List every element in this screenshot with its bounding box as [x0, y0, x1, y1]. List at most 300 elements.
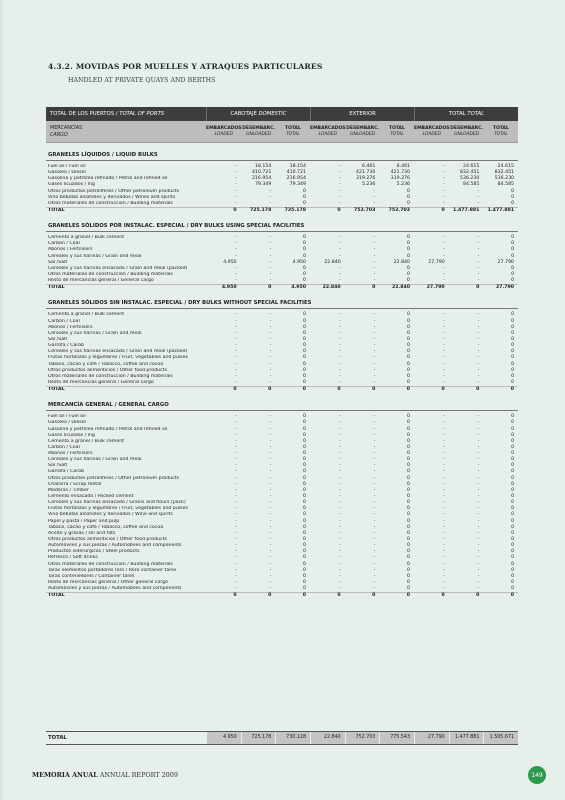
row-value: -	[338, 457, 341, 463]
row-value: -	[443, 549, 445, 555]
row-value: -	[373, 361, 376, 367]
row-value: -	[338, 506, 341, 512]
row-value: 0	[511, 330, 515, 336]
row-value: 0	[303, 506, 307, 512]
row-value: -	[443, 247, 445, 253]
table-row	[46, 201, 518, 207]
group-header-domestic	[206, 107, 310, 121]
row-value: 0	[303, 194, 307, 200]
row-label: Otros materiales de construcción / Building materials	[48, 561, 173, 567]
row-value: -	[234, 170, 237, 176]
row-value: -	[373, 494, 376, 500]
row-value: 24.615	[462, 164, 480, 169]
row-value: 0	[407, 343, 411, 349]
row-label: Taras contenedores / Container tares	[48, 573, 135, 579]
row-value: -	[269, 586, 272, 592]
row-value: -	[477, 444, 480, 450]
row-value: 4.950	[292, 259, 307, 265]
row-value: 0	[303, 426, 307, 432]
row-value: -	[234, 549, 237, 555]
row-value: -	[373, 580, 376, 586]
ports-label: TOTAL DE LOS PUERTOS /	[50, 111, 120, 117]
row-value: -	[269, 567, 272, 573]
row-value: -	[234, 188, 237, 194]
row-value: -	[269, 487, 272, 493]
column-header-en: UNLOADED	[350, 131, 376, 137]
row-value: -	[477, 318, 480, 324]
row-value: 832.451	[459, 170, 480, 176]
row-value: 0	[407, 481, 411, 487]
row-label: Carbón / Coal	[48, 318, 80, 324]
section-title: GRANELES SÓLIDOS POR INSTALAC. ESPECIAL / DRY BULKS USING SPECIAL FACILITIES	[46, 222, 518, 232]
row-value: 22.840	[324, 259, 341, 265]
row-value: 22.840	[393, 259, 411, 265]
row-value: 0	[407, 349, 411, 355]
row-value: 0	[407, 373, 411, 379]
row-value: 0	[511, 500, 515, 506]
row-value: 0	[511, 543, 515, 549]
row-value: 0	[407, 457, 411, 463]
row-value: -	[477, 188, 480, 194]
row-value: -	[443, 164, 445, 169]
row-value: 0	[303, 253, 307, 259]
column-header-en: TOTAL	[389, 131, 404, 137]
row-value: 0	[407, 379, 411, 385]
row-value: -	[373, 432, 376, 438]
row-value: -	[234, 361, 237, 367]
row-value: 0	[233, 387, 237, 393]
column-header	[414, 126, 450, 137]
row-value: -	[234, 312, 237, 318]
row-value: -	[338, 271, 341, 277]
row-value: 0	[303, 336, 307, 342]
row-value: -	[373, 457, 376, 463]
row-value: -	[269, 259, 272, 265]
row-value: -	[443, 537, 445, 543]
row-value: -	[338, 487, 341, 493]
row-value: -	[443, 543, 445, 549]
grand-total-value: 730.128	[275, 732, 310, 744]
row-value: -	[338, 164, 341, 169]
row-value: -	[443, 278, 445, 284]
row-value: 0	[511, 188, 515, 194]
row-value: -	[477, 469, 480, 475]
row-value: -	[477, 506, 480, 512]
column-header-en: UNLOADED	[246, 131, 272, 137]
row-value: -	[443, 336, 445, 342]
row-value: 0	[303, 463, 307, 469]
row-value: 0	[407, 475, 411, 481]
row-label: Otros materiales de construcción / Building materials	[48, 271, 173, 277]
page-subtitle: HANDLED AT PRIVATE QUAYS AND BERTHS	[68, 77, 216, 84]
row-value: -	[373, 506, 376, 512]
row-value: -	[373, 259, 376, 265]
row-value: -	[443, 475, 445, 481]
row-value: 0	[407, 194, 411, 200]
row-value: 0	[303, 235, 307, 241]
row-value: 0	[337, 387, 341, 393]
row-value: -	[477, 247, 480, 253]
row-value: 4.950	[223, 259, 237, 265]
row-value: -	[269, 194, 272, 200]
row-value: -	[443, 469, 445, 475]
row-value: -	[443, 561, 445, 567]
row-label: Cereales y sus harinas ensacado / Grains and flours (pack)	[48, 500, 186, 506]
row-value: -	[234, 475, 237, 481]
row-value: 0	[407, 330, 411, 336]
row-value: 0	[303, 188, 307, 194]
row-value: -	[443, 573, 445, 579]
row-value: -	[234, 494, 237, 500]
row-value: 0	[510, 593, 515, 599]
row-value: 6.461	[396, 164, 411, 169]
row-value: 0	[511, 367, 515, 373]
row-value: -	[477, 512, 480, 518]
row-value: 27.790	[497, 259, 515, 265]
row-value: 0	[406, 387, 411, 393]
row-value: 0	[407, 444, 411, 450]
row-value: -	[338, 324, 341, 330]
row-value: -	[269, 241, 272, 247]
row-value: -	[373, 475, 376, 481]
row-value: 0	[511, 194, 515, 200]
row-label: Resto de mercancías general / General cargo	[48, 278, 154, 284]
row-value: 0	[303, 367, 307, 373]
row-value: -	[373, 349, 376, 355]
row-value: 0	[407, 265, 411, 271]
row-value: 0	[407, 543, 411, 549]
row-label: Cemento a granel / Bulk cement	[48, 438, 125, 444]
row-value: 0	[303, 543, 307, 549]
row-value: -	[269, 524, 272, 530]
row-label: Otros productos petrolíferos / Other petroleum products	[48, 188, 180, 194]
row-value: 216.954	[286, 176, 307, 182]
row-value: -	[477, 330, 480, 336]
row-value: 0	[511, 555, 515, 561]
row-label: Abonos / Fertilisers	[48, 451, 93, 457]
row-value: -	[234, 463, 237, 469]
grand-total-value: 775.543	[379, 732, 414, 744]
row-value: -	[443, 253, 445, 259]
row-value: -	[234, 512, 237, 518]
row-value: -	[234, 457, 237, 463]
row-value: -	[443, 324, 445, 330]
row-value: -	[338, 182, 341, 188]
section-title: GRANELES SÓLIDOS SIN INSTALAC. ESPECIAL / DRY BULKS WITHOUT SPECIAL FACILITIES	[46, 299, 518, 309]
row-value: -	[338, 494, 341, 500]
ports-label-en: TOTAL OF PORTS	[119, 111, 165, 117]
row-value: -	[477, 194, 480, 200]
row-value: -	[269, 336, 272, 342]
row-label: Cemento a granel / Bulk cement	[48, 312, 125, 318]
row-value: -	[477, 451, 480, 457]
row-value: -	[443, 379, 445, 385]
row-value: -	[338, 235, 341, 241]
row-label: Cereales y sus harinas / Grain and meal	[48, 457, 142, 463]
row-value: -	[373, 444, 376, 450]
row-value: -	[234, 580, 237, 586]
row-label: Papel y pasta / Paper and pulp	[48, 518, 120, 524]
row-value: 0	[303, 265, 307, 271]
row-value: 27.790	[426, 285, 445, 291]
row-value: -	[338, 194, 341, 200]
row-value: 0	[303, 330, 307, 336]
row-value: -	[338, 200, 341, 206]
row-value: 0	[337, 593, 341, 599]
row-label: Gases licuados / lng	[48, 182, 95, 188]
row-label: Productos siderúrgicos / Steel products	[48, 549, 140, 555]
row-value: -	[234, 420, 237, 426]
row-value: -	[269, 494, 272, 500]
row-value: -	[338, 170, 341, 176]
page-footer	[32, 771, 178, 779]
row-value: 0	[407, 188, 411, 194]
row-value: -	[443, 555, 445, 561]
row-value: 752.703	[388, 207, 411, 213]
row-value: -	[269, 537, 272, 543]
row-value: 0	[303, 586, 307, 592]
row-value: -	[443, 530, 445, 536]
row-value: 0	[511, 444, 515, 450]
row-value: 0	[511, 518, 515, 524]
row-value: 0	[303, 475, 307, 481]
row-value: 0	[511, 426, 515, 432]
row-value: -	[269, 530, 272, 536]
grand-total-row	[46, 731, 518, 745]
row-value: -	[234, 247, 237, 253]
row-value: -	[269, 463, 272, 469]
column-header-en: UNLOADED	[454, 131, 480, 137]
row-value: 0	[441, 207, 445, 213]
row-value: -	[234, 379, 237, 385]
column-header-en: LOADED	[214, 131, 233, 137]
row-value: -	[373, 487, 376, 493]
column-header-es: EMBARCADOS	[206, 125, 242, 131]
row-label: Sal /Salt	[48, 336, 68, 342]
row-value: -	[373, 537, 376, 543]
row-value: 0	[511, 469, 515, 475]
row-value: -	[234, 567, 237, 573]
row-value: -	[269, 555, 272, 561]
row-label: Gasóleo / Diesel	[48, 420, 86, 426]
row-value: 0	[303, 481, 307, 487]
column-header	[450, 126, 484, 137]
row-value: -	[338, 426, 341, 432]
row-value: 0	[407, 200, 411, 206]
column-header-en: LOADED	[422, 131, 441, 137]
row-value: 0	[303, 457, 307, 463]
row-value: -	[269, 253, 272, 259]
total-label: TOTAL	[448, 111, 466, 117]
table-row	[46, 380, 518, 386]
row-value: 0	[407, 438, 411, 444]
row-value: 0	[511, 278, 515, 284]
table-section	[46, 151, 518, 214]
row-value: -	[443, 586, 445, 592]
row-value: 0	[511, 312, 515, 318]
row-value: -	[443, 188, 445, 194]
row-value: -	[477, 373, 480, 379]
row-value: -	[269, 312, 272, 318]
total-label-en: TOTAL	[467, 111, 485, 117]
row-label: Otros materiales de construcción / Building materials	[48, 200, 173, 206]
row-value: -	[477, 241, 480, 247]
row-value: 0	[407, 580, 411, 586]
row-value: 0	[511, 432, 515, 438]
row-value: -	[477, 265, 480, 271]
row-value: 0	[407, 463, 411, 469]
row-value: -	[373, 481, 376, 487]
row-value: 0	[407, 318, 411, 324]
side-rule	[0, 0, 3, 800]
row-value: -	[443, 312, 445, 318]
row-value: -	[338, 475, 341, 481]
table-row	[46, 278, 518, 284]
row-value: 27.790	[428, 259, 445, 265]
row-value: -	[338, 343, 341, 349]
row-value: -	[373, 188, 376, 194]
row-value: 0	[511, 379, 515, 385]
row-value: 752.703	[354, 207, 376, 213]
row-value: -	[477, 549, 480, 555]
row-value: 0	[407, 530, 411, 536]
row-value: 0	[511, 200, 515, 206]
row-value: -	[338, 330, 341, 336]
row-label: Tabaco, cacao y café / Tobacco, coffee and cocoa	[48, 361, 164, 367]
row-value: 0	[303, 200, 307, 206]
row-value: -	[443, 265, 445, 271]
row-value: -	[338, 188, 341, 194]
row-value: -	[234, 200, 237, 206]
row-value: -	[373, 512, 376, 518]
row-value: 832.451	[494, 170, 515, 176]
row-value: 0	[407, 512, 411, 518]
row-value: 0	[511, 414, 515, 420]
row-value: 0	[441, 387, 445, 393]
row-label: Cemento ensacado / Packed cement	[48, 494, 134, 500]
row-value: 5.236	[361, 182, 376, 188]
row-value: 0	[303, 561, 307, 567]
row-value: 6.461	[361, 164, 376, 169]
row-value: 0	[407, 451, 411, 457]
row-value: -	[373, 543, 376, 549]
row-value: 0	[303, 487, 307, 493]
row-value: -	[269, 324, 272, 330]
row-value: -	[234, 343, 237, 349]
row-value: 0	[511, 235, 515, 241]
row-value: -	[477, 259, 480, 265]
row-value: 0	[303, 271, 307, 277]
row-value: -	[443, 444, 445, 450]
row-value: 0	[511, 373, 515, 379]
row-value: -	[373, 241, 376, 247]
row-value: -	[234, 586, 237, 592]
row-value: 0	[303, 444, 307, 450]
row-value: -	[269, 518, 272, 524]
row-value: 0	[407, 586, 411, 592]
row-label: Carbón / Coal	[48, 444, 80, 450]
cabotaje-label-en: DOMESTIC	[258, 111, 287, 117]
row-value: -	[373, 379, 376, 385]
row-value: -	[234, 451, 237, 457]
row-value: -	[269, 318, 272, 324]
row-value: 0	[511, 512, 515, 518]
row-value: 18.154	[289, 164, 307, 169]
row-value: -	[269, 469, 272, 475]
row-value: 0	[407, 414, 411, 420]
row-value: -	[373, 271, 376, 277]
row-value: -	[373, 561, 376, 567]
grand-total-value: 4.950	[206, 732, 241, 744]
row-value: -	[477, 537, 480, 543]
section-total-row	[46, 207, 518, 214]
row-value: -	[443, 451, 445, 457]
row-value: -	[338, 469, 341, 475]
row-value: 0	[407, 278, 411, 284]
row-value: 0	[511, 318, 515, 324]
row-value: -	[234, 543, 237, 549]
row-value: 0	[407, 324, 411, 330]
row-value: -	[373, 235, 376, 241]
row-value: -	[269, 271, 272, 277]
column-headers	[206, 126, 518, 137]
row-value: -	[373, 524, 376, 530]
row-value: 4.950	[221, 285, 237, 291]
column-header-es: TOTAL	[388, 125, 405, 131]
row-value: -	[234, 373, 237, 379]
row-value: -	[338, 500, 341, 506]
row-value: 0	[407, 555, 411, 561]
row-value: -	[477, 543, 480, 549]
row-value: 0	[511, 253, 515, 259]
row-value: -	[373, 555, 376, 561]
row-value: -	[373, 200, 376, 206]
row-value: 0	[407, 361, 411, 367]
row-value: 0	[303, 549, 307, 555]
grand-total-value: 1.477.881	[449, 732, 484, 744]
row-value: -	[269, 426, 272, 432]
column-header-en: TOTAL	[285, 131, 300, 137]
row-value: -	[373, 518, 376, 524]
row-value: 0	[268, 387, 272, 393]
row-label: TOTAL	[48, 387, 65, 393]
row-value: -	[234, 414, 237, 420]
row-value: -	[269, 247, 272, 253]
row-value: -	[477, 361, 480, 367]
row-value: 421.730	[390, 170, 411, 176]
row-value: 0	[407, 561, 411, 567]
row-label: TOTAL	[48, 593, 65, 599]
row-value: -	[338, 318, 341, 324]
row-value: -	[443, 432, 445, 438]
row-value: -	[443, 194, 445, 200]
row-label: Resto de mercancías general / Other general cargo	[48, 580, 168, 586]
row-value: 0	[407, 469, 411, 475]
row-value: -	[477, 355, 480, 361]
row-value: -	[373, 549, 376, 555]
row-value: -	[373, 451, 376, 457]
row-value: 0	[372, 285, 376, 291]
column-header	[206, 126, 242, 137]
row-value: 0	[407, 312, 411, 318]
row-value: 0	[303, 247, 307, 253]
column-header	[276, 126, 310, 137]
row-value: 22.840	[391, 285, 411, 291]
row-value: 0	[372, 387, 376, 393]
row-value: -	[338, 530, 341, 536]
row-value: 0	[511, 524, 515, 530]
row-value: -	[269, 573, 272, 579]
